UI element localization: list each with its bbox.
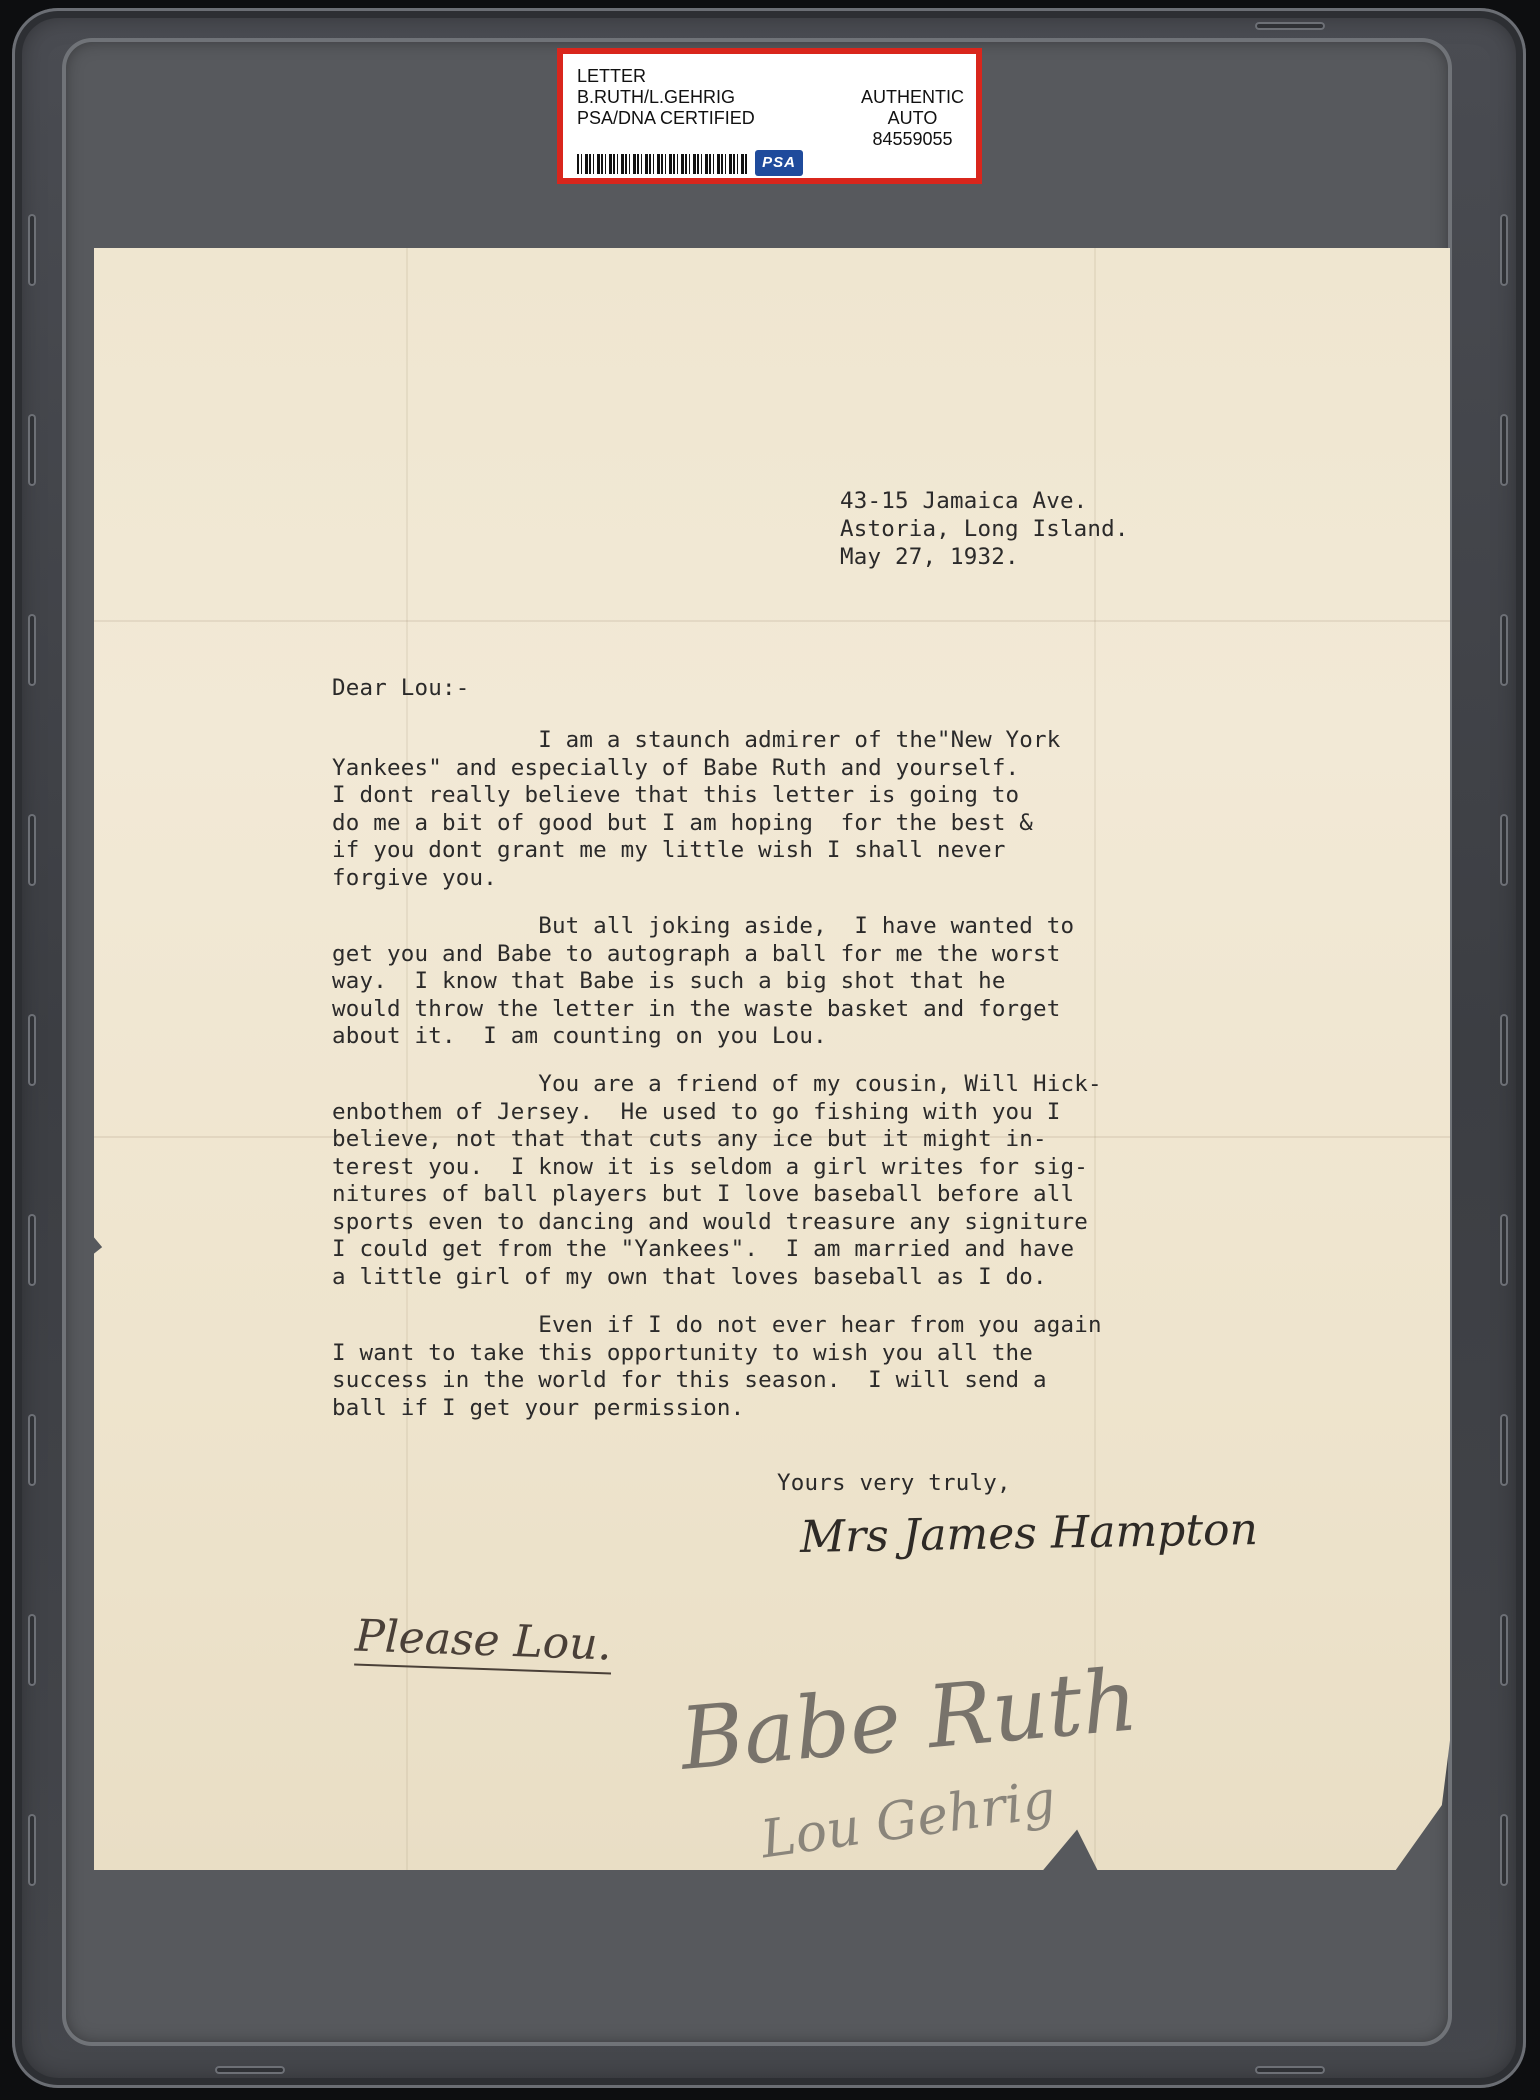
holder-rib bbox=[28, 1614, 36, 1686]
barcode-icon bbox=[577, 154, 747, 174]
holder-rib bbox=[28, 1414, 36, 1486]
autograph-lou-gehrig: Lou Gehrig bbox=[757, 1769, 1060, 1871]
address-line: May 27, 1932. bbox=[840, 544, 1019, 570]
holder-rib bbox=[28, 614, 36, 686]
paper-fold bbox=[94, 620, 1450, 622]
label-item-type: LETTER bbox=[577, 66, 647, 86]
label-item-cert: PSA/DNA CERTIFIED bbox=[577, 108, 755, 128]
autograph-babe-ruth: Babe Ruth bbox=[676, 1650, 1142, 1790]
holder-rib bbox=[28, 414, 36, 486]
label-grade-type: AUTO bbox=[887, 108, 938, 128]
holder-rib bbox=[28, 1014, 36, 1086]
holder-rib bbox=[1255, 22, 1325, 30]
address-line: Astoria, Long Island. bbox=[840, 516, 1129, 542]
salutation: Dear Lou:- bbox=[332, 675, 470, 701]
holder-rib bbox=[1500, 214, 1508, 286]
holder-rib bbox=[1500, 614, 1508, 686]
holder-rib bbox=[1255, 2066, 1325, 2074]
letter-paragraph: I am a staunch admirer of the"New York Yankees" and especially of Babe Ruth and yourself. I dont really believe that this letter is going to do me a bit of good but I am hoping for the best & if you dont grant me my little wish I shall never forgive you. bbox=[332, 727, 1061, 891]
address-line: 43-15 Jamaica Ave. bbox=[840, 488, 1088, 514]
psa-logo: PSA bbox=[755, 150, 803, 176]
label-left-column bbox=[577, 66, 755, 129]
label-grade: AUTHENTIC bbox=[861, 87, 964, 107]
holder-rib bbox=[1500, 814, 1508, 886]
letter-closing: Yours very truly, bbox=[777, 1470, 1011, 1496]
holder-rib bbox=[1500, 1614, 1508, 1686]
holder-rib bbox=[28, 1814, 36, 1886]
letter-paragraph: Even if I do not ever hear from you again I want to take this opportunity to wish you all the success in the world for this season. I will send a ball if I get your permission. bbox=[332, 1312, 1102, 1421]
letter-paragraph: But all joking aside, I have wanted to get you and Babe to autograph a ball for me the worst way. I know that Babe is such a big shot that he would throw the letter in the waste basket and forget about it. I am counting on you Lou. bbox=[332, 913, 1075, 1049]
holder-rib bbox=[215, 2066, 285, 2074]
label-cert-number: 84559055 bbox=[872, 129, 953, 149]
holder-rib bbox=[1500, 1814, 1508, 1886]
holder-rib bbox=[1500, 1014, 1508, 1086]
label-item-names: B.RUTH/L.GEHRIG bbox=[577, 87, 736, 107]
holder-rib bbox=[1500, 414, 1508, 486]
holder-rib bbox=[1500, 1214, 1508, 1286]
handwritten-signature: Mrs James Hampton bbox=[799, 1504, 1259, 1563]
holder-rib bbox=[28, 814, 36, 886]
sender-address bbox=[840, 487, 1129, 571]
letter-paper bbox=[94, 248, 1450, 1870]
holder-rib bbox=[28, 1214, 36, 1286]
handwritten-note: Please Lou. bbox=[354, 1611, 612, 1675]
certification-label bbox=[557, 48, 982, 184]
letter-paragraph: You are a friend of my cousin, Will Hick- enbothem of Jersey. He used to go fishing with you I believe, not that that cuts any ice but it might in- terest you. I know it is seldom a girl writes for sig- nitures of ball players but I love baseball before all sports even to dancing and would treasure any signiture I could get from the "Yankees". I am married and have a little girl of my own that loves baseball as I do. bbox=[332, 1071, 1102, 1290]
holder-rib bbox=[1500, 1414, 1508, 1486]
holder-rib bbox=[28, 214, 36, 286]
label-right-column bbox=[861, 87, 964, 150]
